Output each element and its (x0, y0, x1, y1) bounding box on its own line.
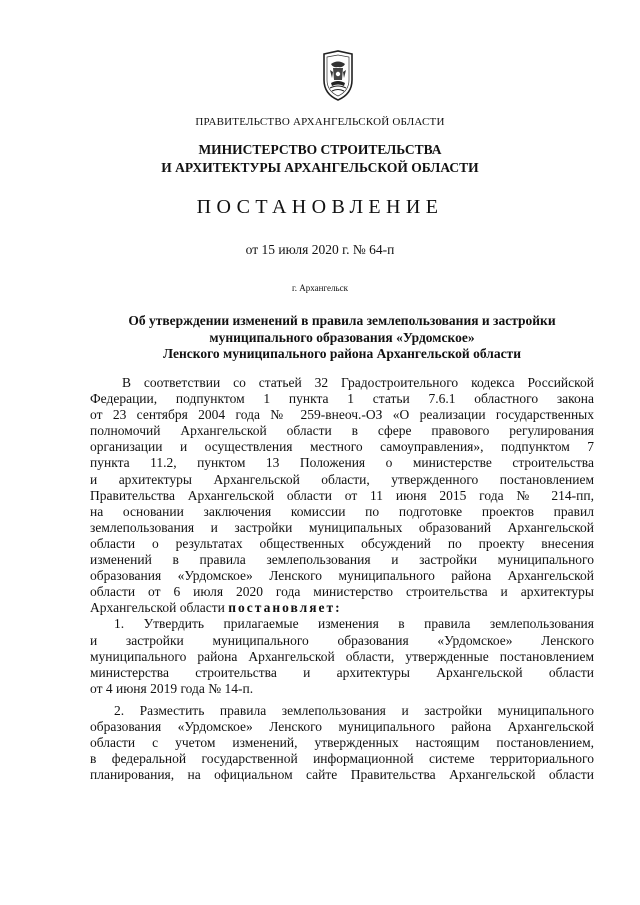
text-line: В соответствии со статьей 32 Градостроительного кодекса Российской (122, 375, 594, 390)
text-line: 1. Утвердить прилагаемые изменения в правила землепользования (114, 616, 594, 632)
resolves-keyword: постановляет: (228, 600, 342, 616)
text-line (90, 600, 594, 616)
title-line: Об утверждении изменений в правила землепользования и застройки (128, 313, 556, 328)
ministry-name-line: И АРХИТЕКТУРЫ АРХАНГЕЛЬСКОЙ ОБЛАСТИ (161, 160, 479, 175)
text-line: министерства строительства и архитектуры Архангельской области (90, 664, 594, 680)
text-line: и архитектуры Архангельской области, утвержденного постановлением (90, 471, 594, 487)
text-line: на основании заключения комиссии по подготовке проектов правил (90, 503, 594, 519)
text-line: пункта 11.2, пунктом 13 Положения о министерстве строительства (90, 455, 594, 471)
text-line: от 23 сентября 2004 года № 259-внеоч.-ОЗ «О реализации государственных (90, 407, 594, 423)
paragraph-item-2 (90, 703, 594, 783)
document-date-number: от 15 июля 2020 г. № 64-п (245, 242, 395, 257)
government-name: ПРАВИТЕЛЬСТВО АРХАНГЕЛЬСКОЙ ОБЛАСТИ (195, 116, 445, 128)
text-line: муниципального района Архангельской области, утвержденные постановлением (90, 648, 594, 664)
document-title (90, 313, 594, 363)
text-line: изменений в правила землепользования и застройки муниципального (90, 552, 594, 568)
text-line: землепользования и застройки муниципальных образований Архангельской (90, 519, 594, 535)
paragraph-preamble (90, 375, 594, 616)
text-line: области от 6 июля 2020 года министерство строительства и архитектуры (90, 584, 594, 600)
text-line: Правительства Архангельской области от 11 июня 2015 года № 214-пп, (90, 487, 594, 503)
ministry-name (0, 141, 640, 177)
text-line: организации и осуществления местного самоуправления», подпунктом 7 (90, 439, 594, 455)
text-line: области с учетом изменений, утвержденных настоящим постановлением, (90, 735, 594, 751)
paragraph-item-1 (90, 616, 594, 696)
document-type: ПОСТАНОВЛЕНИЕ (196, 196, 444, 218)
title-line: муниципального образования «Урдомское» (209, 329, 475, 345)
text-line: образования «Урдомское» Ленского муниципального района Архангельской (90, 718, 594, 734)
text-line: 2. Разместить правила землепользования и застройки муниципального (114, 702, 594, 718)
text-line: и застройки муниципального образования «Урдомское» Ленского (90, 632, 594, 648)
text-line: планирования, на официальном сайте Правительства Архангельской области (90, 767, 594, 783)
text-line: полномочий Архангельской области в сфере правового регулирования (90, 423, 594, 439)
title-line: Ленского муниципального района Архангельской области (163, 346, 521, 361)
text-line: в федеральной государственной информационной системе территориального (90, 751, 594, 767)
ministry-name-line: МИНИСТЕРСТВО СТРОИТЕЛЬСТВА (198, 142, 442, 157)
text-line: Федерации, подпунктом 1 пункта 1 статьи 7.6.1 областного закона (90, 391, 594, 407)
text-fragment: Архангельской области (90, 600, 229, 616)
coat-of-arms-icon (318, 50, 358, 102)
text-line: области о результатах общественных обсуждений по проекту внесения (90, 535, 594, 551)
text-line: от 4 июня 2019 года № 14-п. (90, 680, 254, 696)
text-line: образования «Урдомское» Ленского муниципального района Архангельской (90, 568, 594, 584)
document-city: г. Архангельск (292, 283, 348, 293)
document-body (90, 375, 594, 783)
